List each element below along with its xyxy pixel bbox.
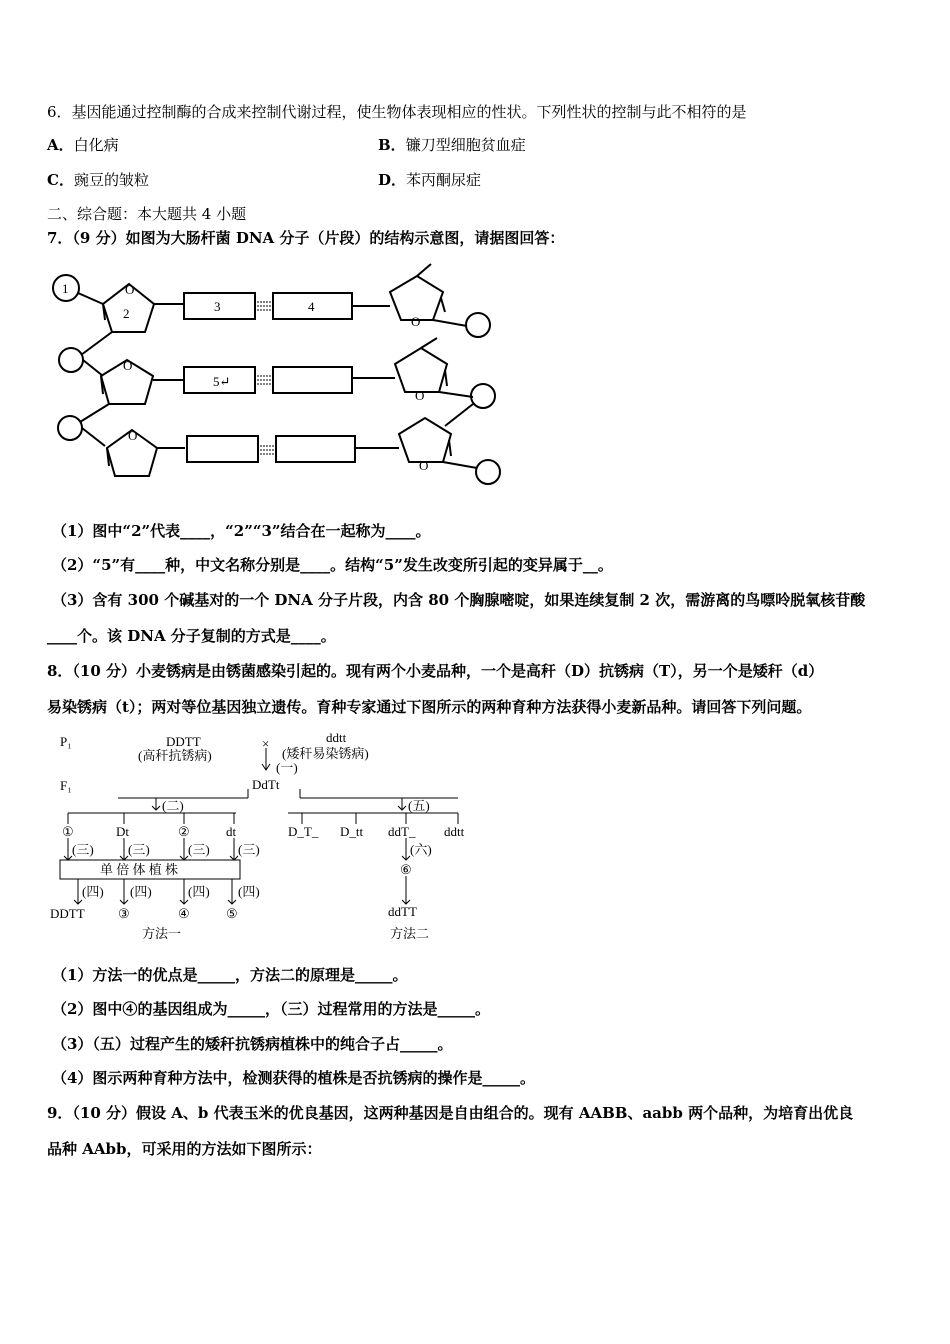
label-1: 1 — [62, 281, 69, 296]
q8-stem-line2: 易染锈病（t）；两对等位基因独立遗传。育种专家通过下图所示的两种育种方法获得小麦新品种。请回答下列问题。 — [47, 698, 812, 716]
q7-part-2: （2）“5”有____种，中文名称分别是____。结构“5”发生改变所引起的变异属于__。 — [52, 556, 613, 574]
label-f1: F₁ — [60, 778, 72, 793]
q8-part-3: （3）（五）过程产生的矮秆抗锈病植株中的纯合子占_____。 — [52, 1035, 453, 1053]
method-1-label: 方法一 — [142, 926, 182, 941]
step-3: (三) — [128, 842, 150, 857]
result-4: ④ — [178, 906, 190, 921]
result-5: ⑤ — [226, 906, 238, 921]
result-3: ③ — [118, 906, 130, 921]
method-2-label: 方法二 — [390, 926, 430, 941]
label-o: O — [125, 282, 135, 297]
step-3: (三) — [72, 842, 94, 857]
step-4: (四) — [238, 884, 260, 899]
breeding-methods-figure — [48, 732, 488, 944]
parent2-desc: (矮秆易染锈病) — [282, 746, 369, 761]
section-title: 二、综合题：本大题共 4 小题 — [47, 205, 247, 223]
label-o: O — [128, 428, 138, 443]
step-3: (三) — [188, 842, 210, 857]
q6-option-c: C．豌豆的皱粒 — [47, 171, 149, 189]
f2-ddtt: ddtt — [444, 824, 465, 839]
gamete-dt-cap: Dt — [116, 824, 129, 839]
parent1-desc: (高秆抗锈病) — [138, 748, 212, 763]
q9-stem-line2: 品种 AAbb，可采用的方法如下图所示： — [47, 1140, 322, 1158]
gamete-2: ② — [178, 824, 190, 839]
step-4: (四) — [82, 884, 104, 899]
haploid-plants: 单 倍 体 植 株 — [100, 862, 179, 877]
step-3: (三) — [238, 842, 260, 857]
label-o: O — [419, 458, 429, 473]
q7-part-1: （1）图中“2”代表____，“2”“3”结合在一起称为____。 — [52, 522, 431, 540]
cross-symbol: × — [262, 736, 270, 751]
f2-d-t: D_T_ — [288, 824, 319, 839]
label-o: O — [123, 358, 133, 373]
f2-dd-t: ddT_ — [388, 824, 416, 839]
label-o: O — [415, 388, 425, 403]
dna-structure-figure — [45, 262, 510, 498]
label-4: 4 — [308, 299, 315, 314]
step-4: (四) — [130, 884, 152, 899]
q6-option-b: B．镰刀型细胞贫血症 — [378, 136, 526, 154]
step-4: (四) — [188, 884, 210, 899]
q8-stem-line1: 8．（10 分）小麦锈病是由锈菌感染引起的。现有两个小麦品种，一个是高秆（D）抗锈病（T），另一个是矮秆（d） — [47, 662, 824, 680]
q6-option-a: A．白化病 — [47, 136, 119, 154]
result-6: ⑥ — [400, 862, 412, 877]
step-5: (五) — [408, 798, 430, 813]
label-p1: P₁ — [60, 734, 72, 749]
step-2: (二) — [162, 798, 184, 813]
q8-part-4: （4）图示两种育种方法中，检测获得的植株是否抗锈病的操作是_____。 — [52, 1069, 535, 1087]
result-ddtt-2: ddTT — [388, 904, 417, 919]
q9-stem-line1: 9．（10 分）假设 A、b 代表玉米的优良基因，这两种基因是自由组合的。现有 AABB、aabb 两个品种，为培育出优良 — [47, 1104, 854, 1122]
q7-part-3: （3）含有 300 个碱基对的一个 DNA 分子片段，内含 80 个胸腺嘧啶，如果连续复制 2 次，需游离的鸟嘌呤脱氧核苷酸 — [52, 591, 866, 609]
step-1: (一) — [276, 760, 298, 775]
f1-genotype: DdTt — [252, 777, 280, 792]
q8-part-2: （2）图中④的基因组成为_____，（三）过程常用的方法是_____。 — [52, 1000, 490, 1018]
q7-stem: 7．（9 分）如图为大肠杆菌 DNA 分子（片段）的结构示意图，请据图回答： — [47, 229, 565, 247]
q8-part-1: （1）方法一的优点是_____，方法二的原理是_____。 — [52, 966, 408, 984]
label-o: O — [411, 314, 421, 329]
q7-part-3-cont: ____个。该 DNA 分子复制的方式是____。 — [47, 627, 336, 645]
parent1-genotype: DDTT — [166, 734, 201, 749]
step-6: (六) — [410, 842, 432, 857]
q6-stem: 6．基因能通过控制酶的合成来控制代谢过程，使生物体表现相应的性状。下列性状的控制与此不相符的是 — [47, 103, 747, 121]
f2-d-tt: D_tt — [340, 824, 364, 839]
result-ddtt: DDTT — [50, 906, 85, 921]
parent2-genotype: ddtt — [326, 732, 347, 745]
q6-option-d: D．苯丙酮尿症 — [378, 171, 482, 189]
gamete-dt: dt — [226, 824, 237, 839]
label-3: 3 — [214, 299, 221, 314]
gamete-1: ① — [62, 824, 74, 839]
label-2: 2 — [123, 306, 130, 321]
label-5: 5↵ — [213, 374, 231, 389]
